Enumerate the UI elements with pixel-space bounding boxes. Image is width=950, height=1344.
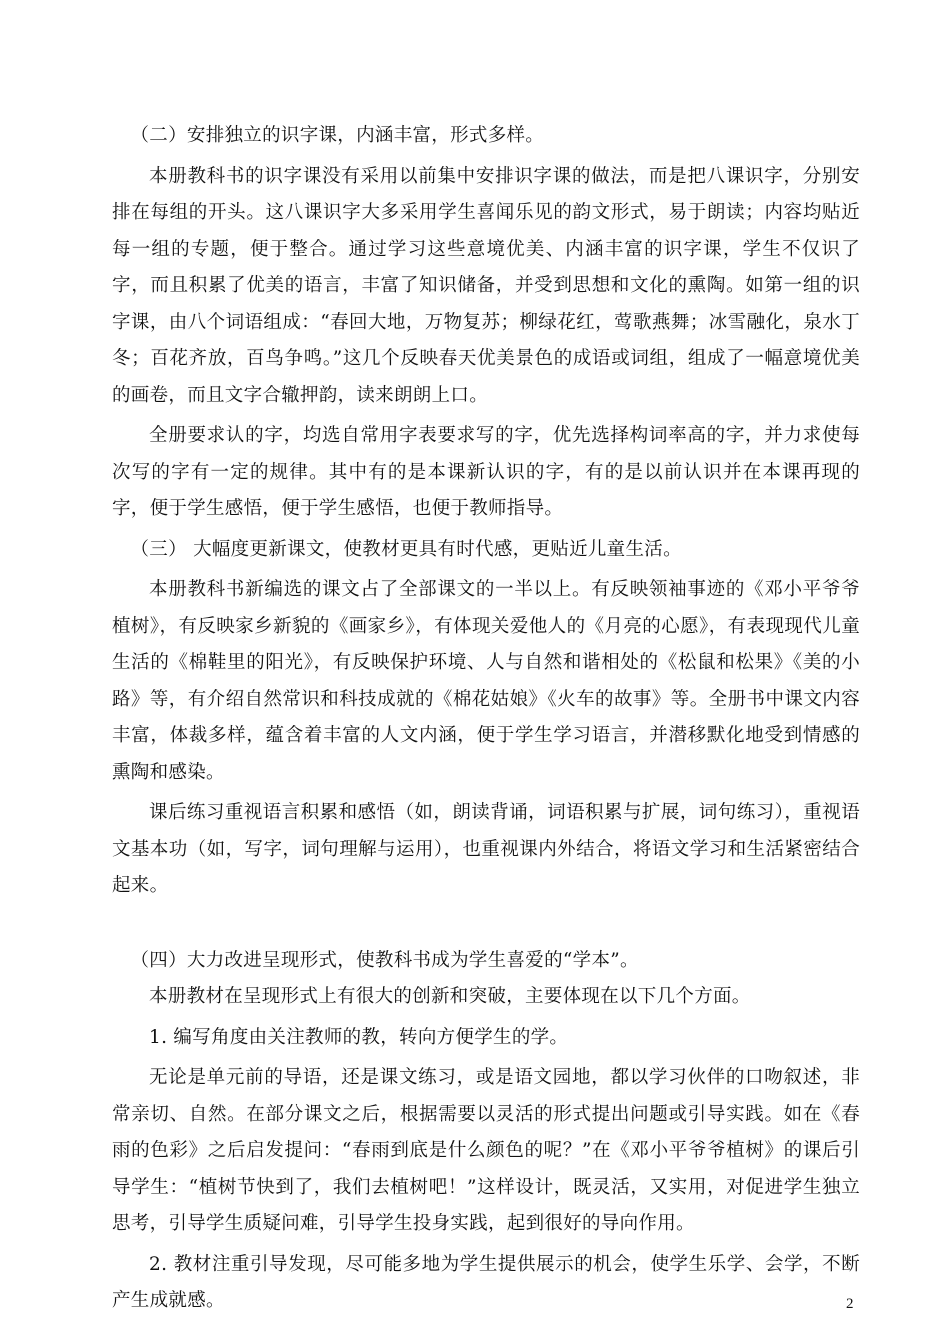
paragraph-guidance: 无论是单元前的导语，还是课文练习，或是语文园地，都以学习伙伴的口吻叙述，非常亲切、自然。在部分课文之后，根据需要以灵活的形式提出问题或引导实践。如在《春雨的色彩》之后启发提问：“春雨到底是什么颜色的呢？”在《邓小平爷爷植树》的课后引导学生：“植树节快到了，我们去植树吧！”这样设计，既灵活，又实用，对促进学生独立思考，引导学生质疑问难，引导学生投身实践，起到很好的导向作用。 [112, 1067, 860, 1234]
paragraph-exercises: 课后练习重视语言积累和感悟（如，朗读背诵，词语积累与扩展，词句练习），重视语文基本功（如，写字，词句理解与运用），也重视课内外结合，将语文学习和生活紧密结合起来。 [112, 802, 860, 896]
paragraph-literacy-lessons: 本册教科书的识字课没有采用以前集中安排识字课的做法，而是把八课识字，分别安排在每组的开头。这八课识字大多采用学生喜闻乐见的韵文形式，易于朗读；内容均贴近每一组的专题，便于整合。通过学习这些意境优美、内涵丰富的识字课，学生不仅识了字，而且积累了优美的语言，丰富了知识储备，并受到思想和文化的熏陶。如第一组的识字课，由八个词语组成：“春回大地，万物复苏；柳绿花红，莺歌燕舞；冰雪融化，泉水丁冬；百花齐放，百鸟争鸣。”这几个反映春天优美景色的成语或词组，组成了一幅意境优美的画卷，而且文字合辙押韵，读来朗朗上口。 [112, 165, 860, 406]
document-page [112, 118, 860, 1320]
section-heading-4: （四）大力改进呈现形式，使教科书成为学生喜爱的“学本”。 [130, 949, 639, 971]
section-heading-3: （三） 大幅度更新课文，使教材更具有时代感，更贴近儿童生活。 [130, 538, 682, 560]
list-item-1: 1. 编写角度由关注教师的教，转向方便学生的学。 [149, 1026, 569, 1048]
paragraph-character-selection: 全册要求认的字，均选自常用字表要求写的字，优先选择构词率高的字，并力求使每次写的字有一定的规律。其中有的是本课新认识的字，有的是以前认识并在本课再现的字，便于学生感悟，便于学生感悟，也便于教师指导。 [112, 425, 860, 519]
list-item-2: 2. 教材注重引导发现，尽可能多地为学生提供展示的机会，使学生乐学、会学，不断产生成就感。 [112, 1253, 860, 1311]
section-heading-2: （二）安排独立的识字课，内涵丰富，形式多样。 [130, 125, 545, 146]
page-number: 2 [846, 1296, 854, 1312]
paragraph-presentation: 本册教材在呈现形式上有很大的创新和突破，主要体现在以下几个方面。 [149, 986, 751, 1007]
paragraph-new-texts: 本册教科书新编选的课文占了全部课文的一半以上。有反映领袖事迹的《邓小平爷爷植树》，有反映家乡新貌的《画家乡》，有体现关爱他人的《月亮的心愿》，有表现现代儿童生活的《棉鞋里的阳光》，有反映保护环境、人与自然和谐相处的《松鼠和松果》《美的小路》等，有介绍自然常识和科技成就的《棉花姑娘》《火车的故事》等。全册书中课文内容丰富，体裁多样，蕴含着丰富的人文内涵，便于学生学习语言，并潜移默化地受到情感的熏陶和感染。 [112, 579, 860, 783]
